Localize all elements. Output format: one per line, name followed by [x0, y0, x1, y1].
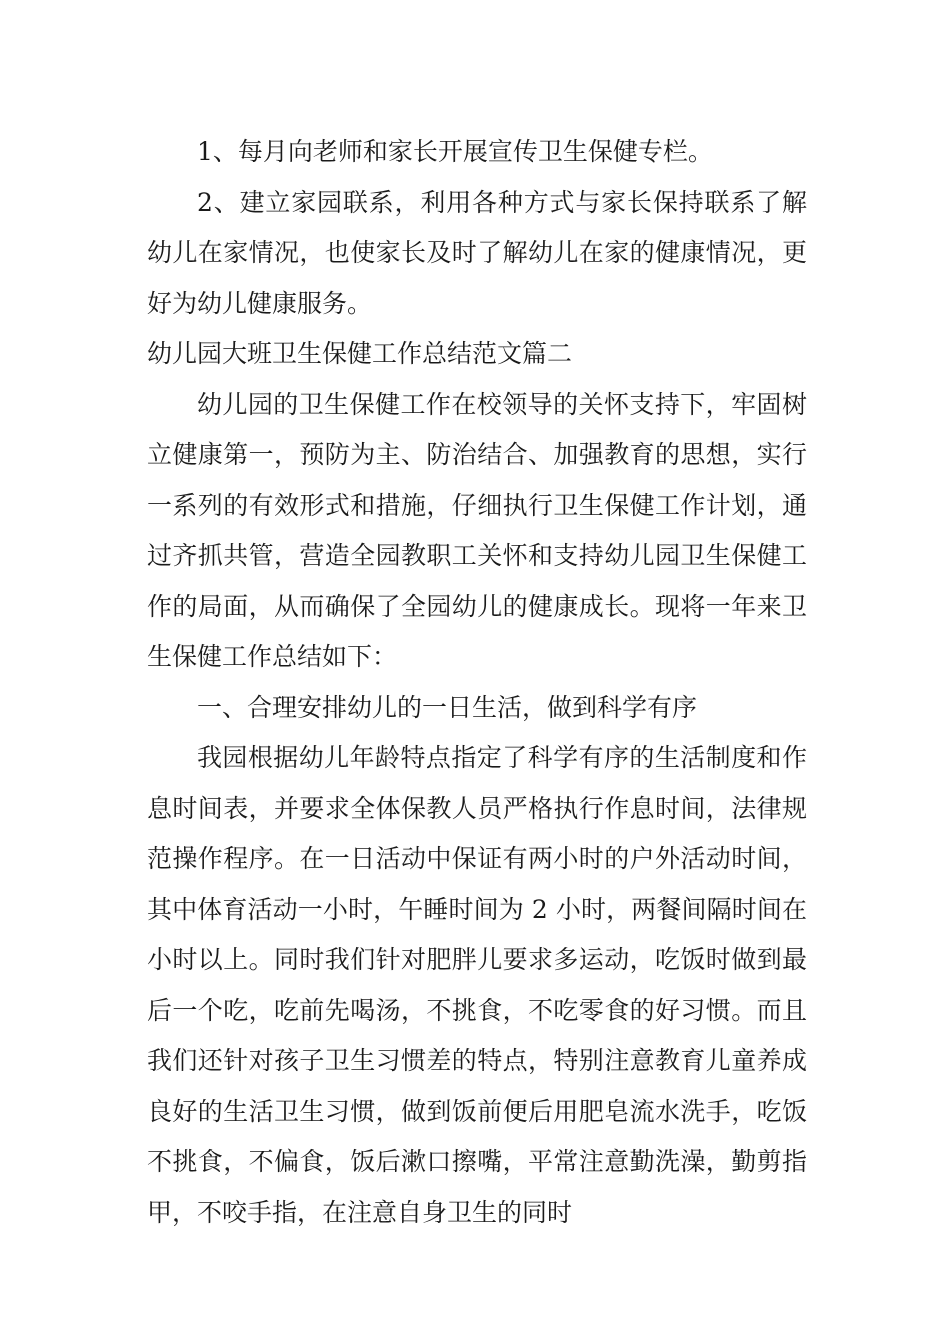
paragraph-daily-life: 我园根据幼儿年龄特点指定了科学有序的生活制度和作息时间表，并要求全体保教人员严格执行作息时间，法律规范操作程序。在一日活动中保证有两小时的户外活动时间，其中体育活动一小时，午睡时间为 2 小时，两餐间隔时间在小时以上。同时我们针对肥胖儿要求多运动，吃饭时做到最后一个吃，吃前先喝汤，不挑食，不吃零食的好习惯。而且我们还针对孩子卫生习惯差的特点，特别注意教育儿童养成良好的生活卫生习惯，做到饭前便后用肥皂流水洗手，吃饭不挑食，不偏食，饭后漱口擦嘴，平常注意勤洗澡，勤剪指甲，不咬手指，在注意自身卫生的同时: [147, 743, 807, 1227]
paragraph-intro: 幼儿园的卫生保健工作在校领导的关怀支持下，牢固树立健康第一，预防为主、防治结合、加强教育的思想，实行一系列的有效形式和措施，仔细执行卫生保健工作计划，通过齐抓共管，营造全园教职工关怀和支持幼儿园卫生保健工作的局面，从而确保了全园幼儿的健康成长。现将一年来卫生保健工作总结如下：: [147, 389, 807, 671]
document-body: [147, 127, 807, 1238]
section-heading-1: 一、合理安排幼儿的一日生活，做到科学有序: [197, 692, 698, 722]
paragraph-item-1: 1、每月向老师和家长开展宣传卫生保健专栏。: [197, 137, 713, 166]
section-title: 幼儿园大班卫生保健工作总结范文篇二: [147, 339, 573, 368]
paragraph-item-2: 2、建立家园联系，利用各种方式与家长保持联系了解幼儿在家情况，也使家长及时了解幼儿在家的健康情况，更好为幼儿健康服务。: [147, 187, 807, 318]
